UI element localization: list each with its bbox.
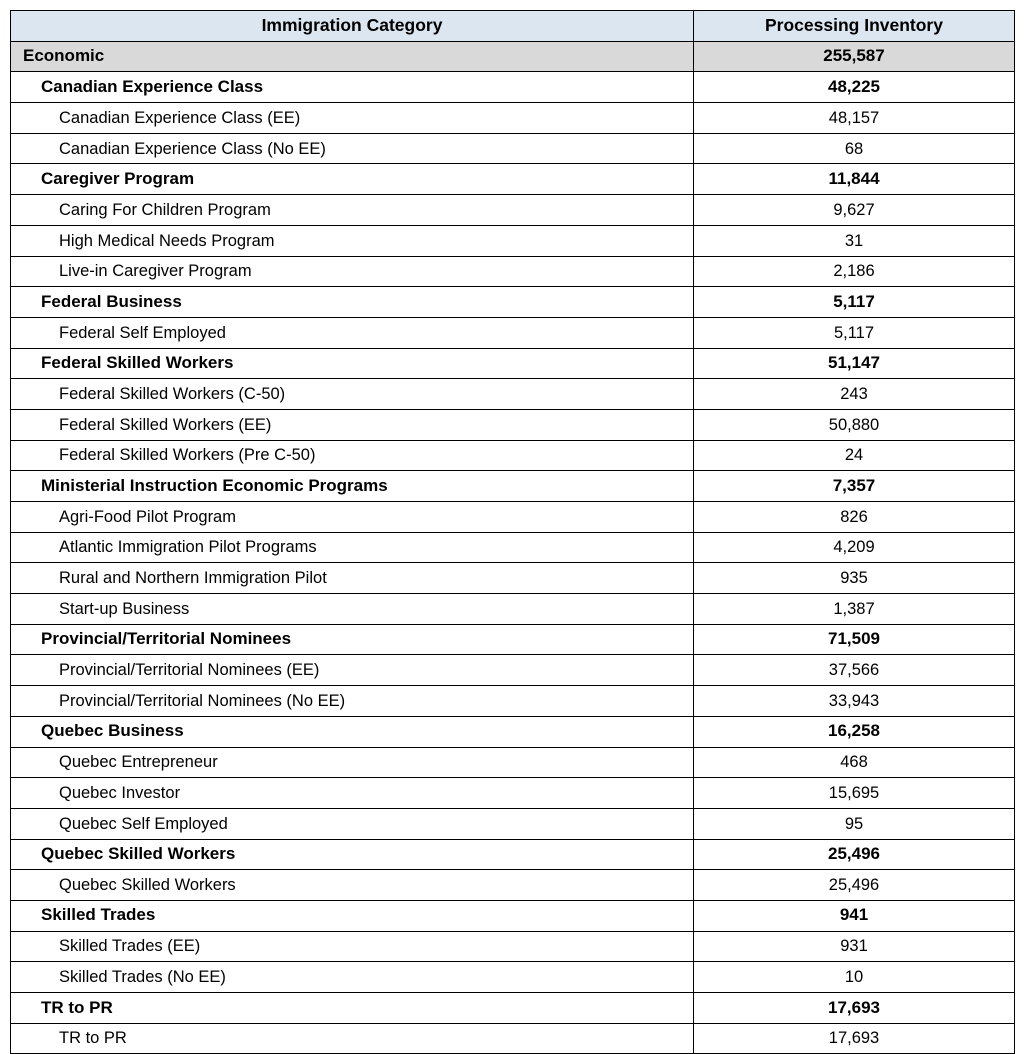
table-row — [11, 778, 1015, 809]
table-row — [11, 716, 1015, 747]
cell-processing-inventory: 16,258 — [694, 716, 1015, 747]
cell-processing-inventory: 15,695 — [694, 778, 1015, 809]
cell-processing-inventory: 68 — [694, 133, 1015, 164]
cell-category: TR to PR — [11, 1023, 694, 1054]
table-row — [11, 164, 1015, 195]
cell-category: Skilled Trades (EE) — [11, 931, 694, 962]
table-row — [11, 1023, 1015, 1054]
table-header — [11, 11, 1015, 42]
cell-processing-inventory: 51,147 — [694, 348, 1015, 379]
cell-category: Canadian Experience Class (EE) — [11, 103, 694, 134]
cell-category: Quebec Entrepreneur — [11, 747, 694, 778]
table-row — [11, 655, 1015, 686]
cell-processing-inventory: 71,509 — [694, 624, 1015, 655]
cell-category: Start-up Business — [11, 594, 694, 625]
cell-processing-inventory: 7,357 — [694, 471, 1015, 502]
table-row — [11, 409, 1015, 440]
column-header-processing-inventory: Processing Inventory — [694, 11, 1015, 42]
cell-category: Caring For Children Program — [11, 195, 694, 226]
cell-category: Quebec Self Employed — [11, 808, 694, 839]
table-row — [11, 103, 1015, 134]
table-row — [11, 532, 1015, 563]
cell-processing-inventory: 37,566 — [694, 655, 1015, 686]
cell-category: Federal Skilled Workers (EE) — [11, 409, 694, 440]
cell-category: Agri-Food Pilot Program — [11, 502, 694, 533]
table-row — [11, 993, 1015, 1024]
cell-category: Federal Skilled Workers (Pre C-50) — [11, 440, 694, 471]
table-row — [11, 225, 1015, 256]
cell-processing-inventory: 25,496 — [694, 839, 1015, 870]
cell-category: Quebec Business — [11, 716, 694, 747]
table-row — [11, 72, 1015, 103]
table-row — [11, 686, 1015, 717]
cell-category: High Medical Needs Program — [11, 225, 694, 256]
cell-processing-inventory: 33,943 — [694, 686, 1015, 717]
table-row — [11, 962, 1015, 993]
cell-category: TR to PR — [11, 993, 694, 1024]
table-row — [11, 471, 1015, 502]
table-body — [11, 41, 1015, 1054]
cell-category: Canadian Experience Class (No EE) — [11, 133, 694, 164]
cell-category: Economic — [11, 41, 694, 72]
cell-processing-inventory: 48,225 — [694, 72, 1015, 103]
cell-category: Skilled Trades (No EE) — [11, 962, 694, 993]
table-row — [11, 563, 1015, 594]
table-row — [11, 839, 1015, 870]
table-row — [11, 379, 1015, 410]
immigration-inventory-table — [10, 10, 1015, 1054]
cell-processing-inventory: 826 — [694, 502, 1015, 533]
cell-processing-inventory: 5,117 — [694, 317, 1015, 348]
cell-processing-inventory: 468 — [694, 747, 1015, 778]
cell-processing-inventory: 5,117 — [694, 287, 1015, 318]
table-row — [11, 502, 1015, 533]
cell-processing-inventory: 11,844 — [694, 164, 1015, 195]
cell-category: Caregiver Program — [11, 164, 694, 195]
cell-category: Quebec Skilled Workers — [11, 870, 694, 901]
table-row — [11, 900, 1015, 931]
cell-processing-inventory: 95 — [694, 808, 1015, 839]
cell-category: Provincial/Territorial Nominees (No EE) — [11, 686, 694, 717]
table-row — [11, 808, 1015, 839]
cell-category: Provincial/Territorial Nominees (EE) — [11, 655, 694, 686]
cell-category: Provincial/Territorial Nominees — [11, 624, 694, 655]
cell-processing-inventory: 10 — [694, 962, 1015, 993]
table-row — [11, 256, 1015, 287]
cell-category: Federal Skilled Workers — [11, 348, 694, 379]
cell-processing-inventory: 9,627 — [694, 195, 1015, 226]
cell-category: Atlantic Immigration Pilot Programs — [11, 532, 694, 563]
cell-processing-inventory: 255,587 — [694, 41, 1015, 72]
cell-processing-inventory: 243 — [694, 379, 1015, 410]
cell-processing-inventory: 31 — [694, 225, 1015, 256]
table-row — [11, 287, 1015, 318]
cell-processing-inventory: 25,496 — [694, 870, 1015, 901]
table-row — [11, 747, 1015, 778]
cell-processing-inventory: 2,186 — [694, 256, 1015, 287]
cell-processing-inventory: 935 — [694, 563, 1015, 594]
cell-category: Federal Business — [11, 287, 694, 318]
cell-category: Live-in Caregiver Program — [11, 256, 694, 287]
table-header-row — [11, 11, 1015, 42]
cell-processing-inventory: 24 — [694, 440, 1015, 471]
cell-processing-inventory: 1,387 — [694, 594, 1015, 625]
cell-category: Quebec Investor — [11, 778, 694, 809]
cell-category: Quebec Skilled Workers — [11, 839, 694, 870]
cell-processing-inventory: 4,209 — [694, 532, 1015, 563]
table-row — [11, 931, 1015, 962]
table-row — [11, 440, 1015, 471]
table-row — [11, 624, 1015, 655]
table-row — [11, 195, 1015, 226]
table-row — [11, 133, 1015, 164]
cell-processing-inventory: 941 — [694, 900, 1015, 931]
cell-category: Rural and Northern Immigration Pilot — [11, 563, 694, 594]
cell-category: Federal Skilled Workers (C-50) — [11, 379, 694, 410]
cell-processing-inventory: 17,693 — [694, 993, 1015, 1024]
cell-processing-inventory: 931 — [694, 931, 1015, 962]
cell-processing-inventory: 48,157 — [694, 103, 1015, 134]
cell-processing-inventory: 17,693 — [694, 1023, 1015, 1054]
table-row — [11, 41, 1015, 72]
column-header-immigration-category: Immigration Category — [11, 11, 694, 42]
cell-category: Skilled Trades — [11, 900, 694, 931]
cell-category: Federal Self Employed — [11, 317, 694, 348]
cell-category: Ministerial Instruction Economic Programs — [11, 471, 694, 502]
table-row — [11, 594, 1015, 625]
table-row — [11, 317, 1015, 348]
table-row — [11, 348, 1015, 379]
table-row — [11, 870, 1015, 901]
cell-category: Canadian Experience Class — [11, 72, 694, 103]
cell-processing-inventory: 50,880 — [694, 409, 1015, 440]
